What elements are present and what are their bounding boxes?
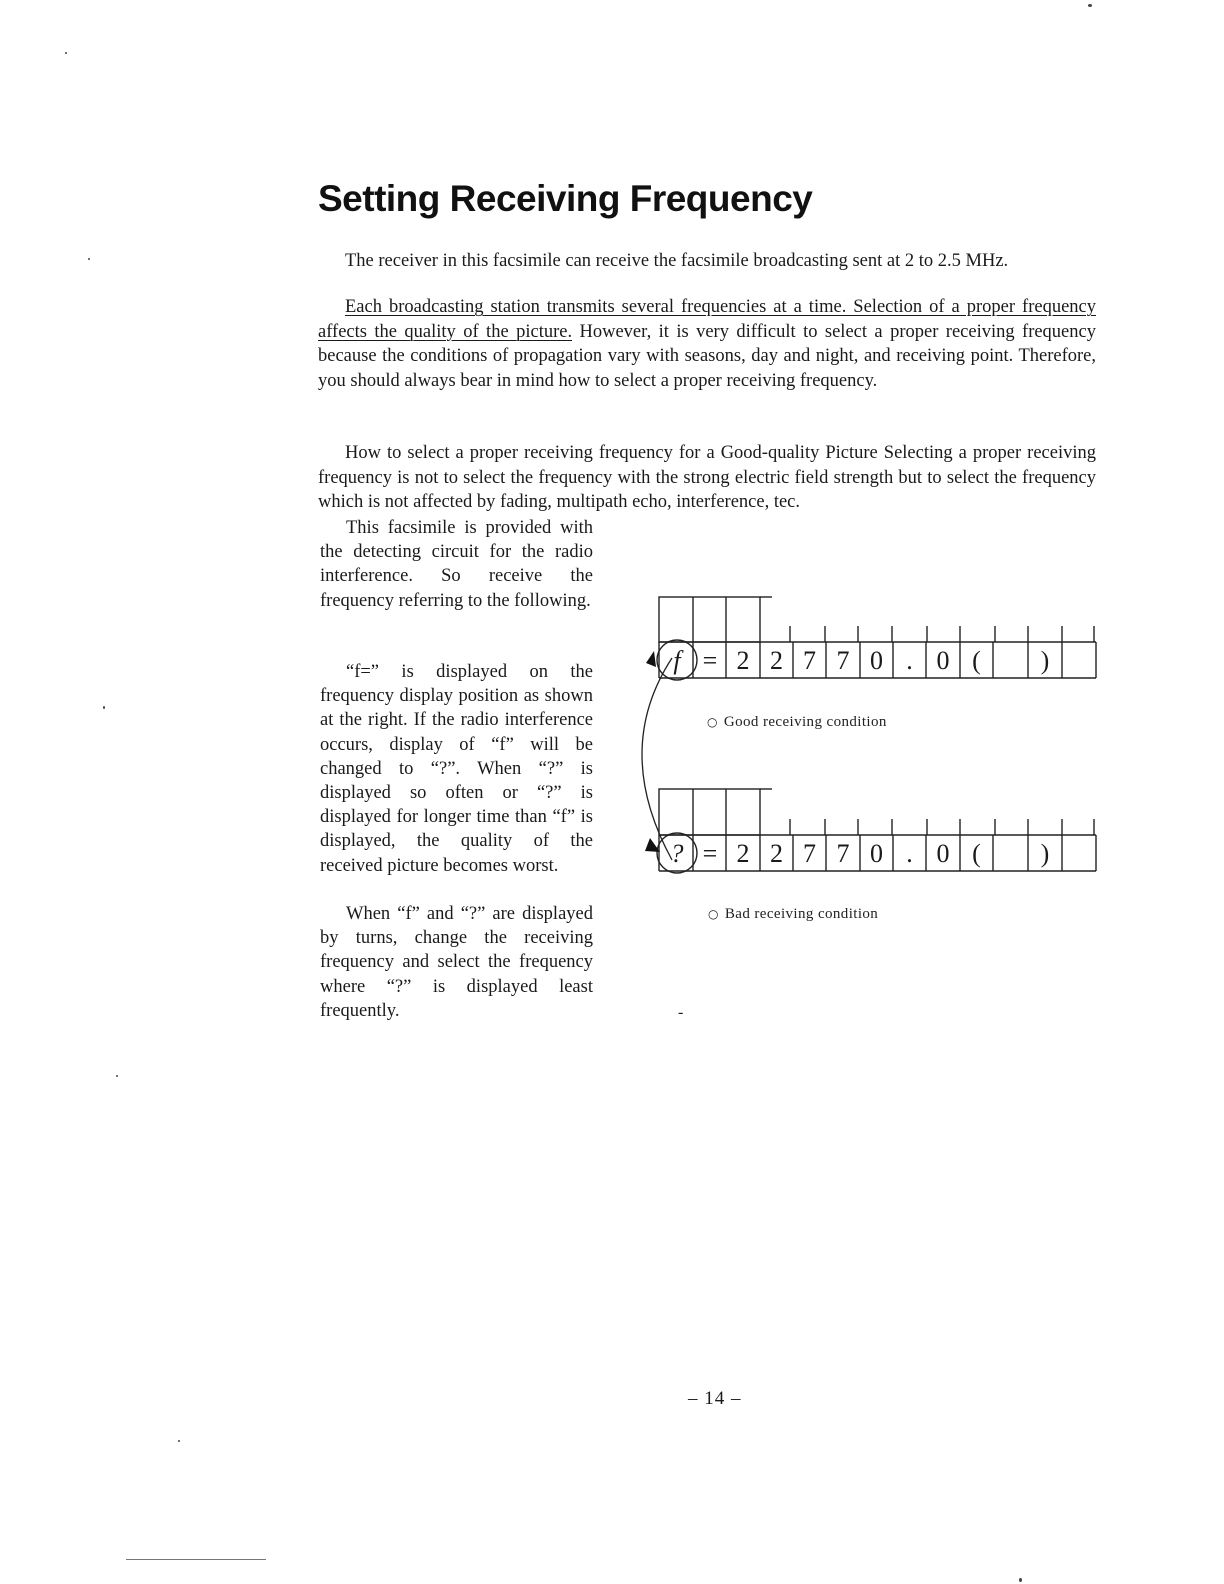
- display-digit: 0: [936, 646, 950, 675]
- bad-condition-caption: [708, 906, 878, 923]
- display-digit: .: [906, 646, 913, 675]
- display-digit: 0: [936, 839, 950, 868]
- display-digit: (: [972, 839, 981, 868]
- caption-marker: ○: [707, 715, 718, 729]
- display-digit: 7: [803, 839, 816, 868]
- indicator-text: “f=” is displayed on the frequency display position as shown at the right. If the radio interference occurs, display of “f” will be changed to “?”. When “?” is displayed so often or “?” is displayed for longer time than “f” is displayed, the quality of the received picture becomes worst.: [320, 662, 593, 876]
- detector-text: This facsimile is provided with the detecting circuit for the radio interference. So receive the frequency referring to the following.: [320, 518, 593, 611]
- display-digit: 0: [870, 646, 883, 675]
- caption-text: Bad receiving condition: [724, 906, 879, 922]
- caption-marker: ○: [708, 907, 719, 921]
- display-digit: 2: [770, 839, 783, 868]
- underlined-sentence: Each broadcasting station transmits several frequencies at a time. Selection of a proper frequency affects the quality of the picture.: [318, 297, 1096, 342]
- upper-grid-box: [659, 597, 760, 642]
- scan-speck: [88, 258, 90, 260]
- display-digit: .: [906, 839, 913, 868]
- page-title: Setting Receiving Frequency: [318, 178, 813, 219]
- display-digit: (: [972, 646, 981, 675]
- display-digit: ): [1040, 646, 1050, 675]
- upper-grid-box: [659, 789, 760, 835]
- good-condition-caption: [707, 714, 887, 731]
- bad-condition-display: [657, 789, 1096, 873]
- scan-speck: [65, 52, 67, 54]
- connector-arrow-line: [642, 658, 672, 860]
- display-digit: ): [1040, 839, 1050, 868]
- display-digit: 0: [870, 839, 883, 868]
- footer-rule: [126, 1559, 266, 1560]
- advice-text: When “f” and “?” are displayed by turns, change the receiving frequency and select the frequency where “?” is displayed least frequently.: [320, 904, 593, 1021]
- equals-sign: =: [702, 839, 718, 868]
- display-digit: 7: [836, 646, 850, 675]
- scan-speck: [1088, 4, 1092, 7]
- scan-speck: [116, 1075, 118, 1077]
- display-digit: 2: [736, 839, 750, 868]
- intro-text: The receiver in this facsimile can receive the facsimile broadcasting sent at 2 to 2.5 MHz.: [345, 251, 1009, 271]
- good-condition-display: [657, 597, 1096, 680]
- arrow-head-bottom: [645, 838, 660, 852]
- arrow-head-top: [646, 651, 656, 667]
- page-number: – 14 –: [688, 1388, 742, 1409]
- scan-speck: [1019, 1578, 1022, 1582]
- how-to-text: How to select a proper receiving frequency for a Good-quality Picture Selecting a proper receiving frequency is not to select the frequency with the strong electric field strength but to select the frequency which is not affected by fading, multipath echo, interference, tec.: [318, 443, 1096, 512]
- stray-mark: -: [678, 1004, 684, 1021]
- display-digit: 7: [803, 646, 816, 675]
- selection-text: However, it is very difficult to select a proper receiving frequency because the conditions of propagation vary with seasons, day and night, and receiving point. Therefore, you should always bear in mind how to select a proper receiving frequency.: [318, 321, 1096, 391]
- display-digit: 7: [836, 839, 850, 868]
- indicator-glyph: ?: [670, 839, 684, 868]
- display-digit: 2: [736, 646, 750, 675]
- scan-speck: [178, 1440, 180, 1442]
- scan-speck: [103, 706, 105, 709]
- display-digit: 2: [770, 646, 783, 675]
- equals-sign: =: [702, 646, 718, 675]
- caption-text: Good receiving condition: [723, 714, 887, 730]
- indicator-glyph: f: [673, 646, 681, 675]
